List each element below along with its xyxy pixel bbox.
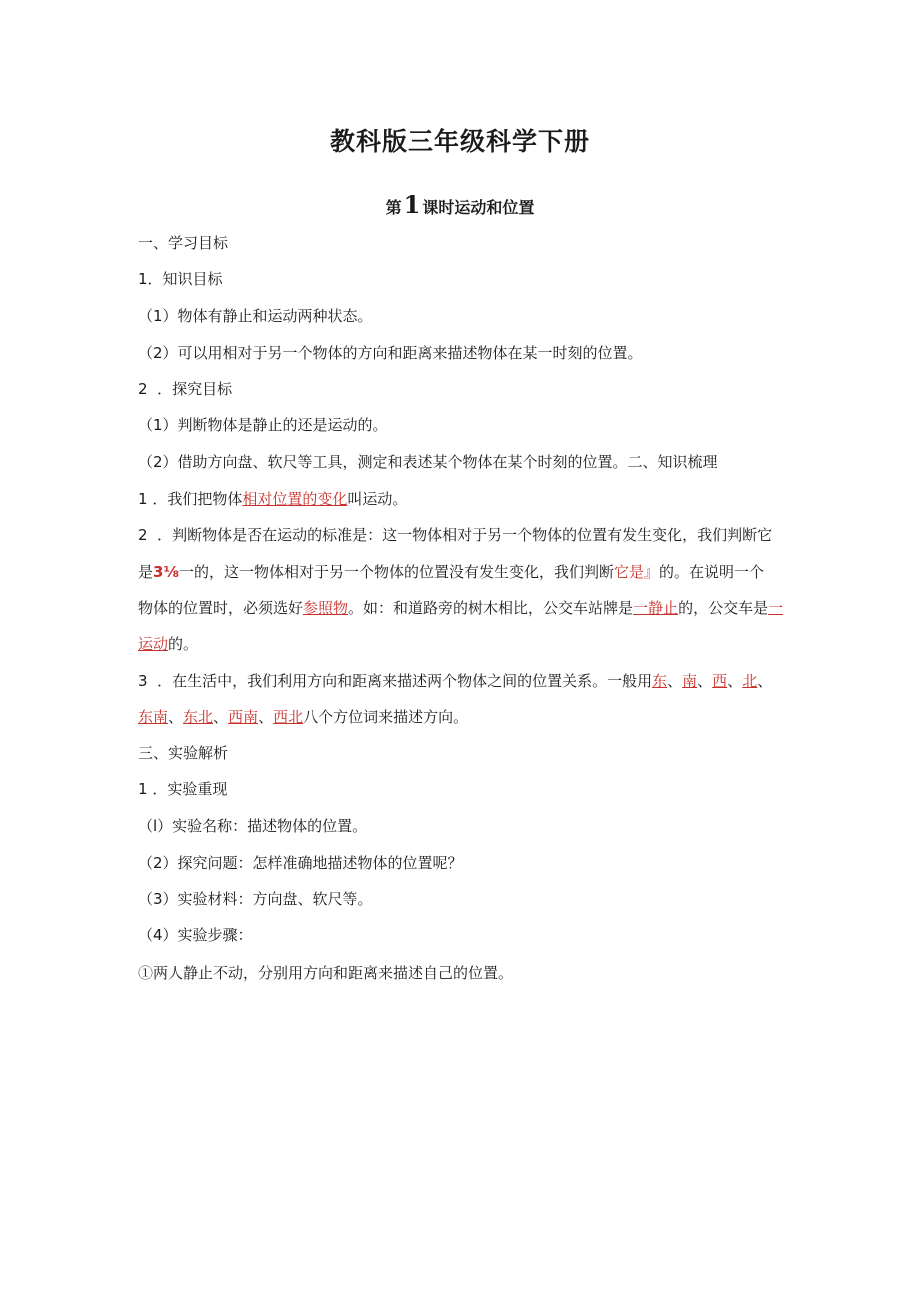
item-text: ．探究目标 — [157, 380, 233, 398]
direction-northwest: 西北 — [273, 708, 304, 726]
knowledge-point-1 — [138, 487, 798, 511]
doc-title: 教科版三年级科学下册 — [329, 127, 590, 156]
experiment-item-question — [138, 851, 798, 875]
answer-fill: 它是』 — [614, 563, 660, 581]
separator: 、 — [667, 672, 683, 690]
item-number: （3） — [138, 890, 178, 908]
separator: 、 — [727, 672, 743, 690]
item-number: 1 — [138, 780, 148, 798]
goal-knowledge-item-1 — [138, 304, 798, 328]
item-number: （2） — [138, 344, 178, 362]
answer-fill: 一 — [768, 599, 784, 617]
item-text: 物体有静止和运动两种状态。 — [177, 307, 373, 325]
knowledge-point-2-line-4 — [138, 632, 798, 656]
direction-northeast: 东北 — [183, 708, 214, 726]
goal-inquiry-item-1 — [138, 413, 798, 437]
item-number: （2） — [138, 453, 178, 471]
text: 一的，这一物体相对于另一个物体的位置没有发生变化，我们判断 — [178, 563, 614, 581]
experiment-heading — [138, 777, 798, 801]
item-number: 2 — [138, 526, 148, 544]
separator: 、 — [757, 672, 773, 690]
section-heading-goals: 一、学习目标 — [138, 234, 229, 252]
text: ．在生活中，我们利用方向和距离来描述两个物体之间的位置关系。一般用 — [157, 672, 653, 690]
goal-knowledge-heading — [138, 267, 798, 291]
section-heading-experiment: 三、实验解析 — [138, 744, 229, 762]
item-text: ．知识目标 — [147, 270, 223, 288]
lesson-title — [0, 190, 920, 219]
item-text: 借助方向盘、软尺等工具，测定和表述某个物体在某个时刻的位置。二、知识梳理 — [177, 453, 718, 471]
item-number: （2） — [138, 854, 178, 872]
item-number: （1） — [138, 307, 178, 325]
goal-inquiry-heading — [138, 377, 798, 401]
direction-southwest: 西南 — [228, 708, 259, 726]
item-number: （l） — [138, 817, 173, 835]
item-number: 1 — [138, 490, 148, 508]
text: ．判断物体是否在运动的标准是：这一物体相对于另一个物体的位置有发生变化，我们判断它 — [157, 526, 773, 544]
separator: 、 — [213, 708, 229, 726]
item-number: 3 — [138, 672, 148, 690]
text: 的。 — [168, 635, 199, 653]
experiment-item-name — [138, 814, 798, 838]
lesson-name: 课时运动和位置 — [422, 198, 535, 217]
item-number: 1 — [138, 270, 148, 288]
item-number: 2 — [138, 380, 148, 398]
direction-north: 北 — [742, 672, 758, 690]
direction-south: 南 — [682, 672, 698, 690]
text: 。如：和道路旁的树木相比，公交车站牌是 — [348, 599, 634, 617]
item-text: 实验名称：描述物体的位置。 — [172, 817, 368, 835]
item-number: （1） — [138, 416, 178, 434]
answer-fill: 相对位置的变化 — [242, 490, 348, 508]
item-text: 实验步骤： — [177, 926, 253, 944]
item-number: （4） — [138, 926, 178, 944]
text: 叫运动。 — [347, 490, 408, 508]
separator: 、 — [697, 672, 713, 690]
experiment-item-materials — [138, 887, 798, 911]
text: 的。在说明一个 — [659, 563, 765, 581]
goal-knowledge-item-2 — [138, 341, 798, 365]
item-text: 判断物体是静止的还是运动的。 — [177, 416, 388, 434]
knowledge-point-3-line-1 — [138, 669, 798, 693]
experiment-item-steps — [138, 923, 798, 947]
direction-west: 西 — [712, 672, 728, 690]
text: 八个方位词来描述方向。 — [303, 708, 469, 726]
answer-fill: 参照物 — [303, 599, 349, 617]
text: ．我们把物体 — [152, 490, 243, 508]
item-text: 探究问题：怎样准确地描述物体的位置呢？ — [177, 854, 463, 872]
item-text: 实验材料：方向盘、软尺等。 — [177, 890, 373, 908]
answer-fill: 3⅛ — [153, 563, 179, 581]
item-text: 可以用相对于另一个物体的方向和距离来描述物体在某一时刻的位置。 — [177, 344, 643, 362]
answer-fill: 一静止 — [633, 599, 679, 617]
knowledge-point-3-line-2 — [138, 705, 798, 729]
direction-southeast: 东南 — [138, 708, 169, 726]
answer-fill: 运动 — [138, 635, 169, 653]
lesson-prefix: 第 — [385, 198, 402, 217]
separator: 、 — [168, 708, 184, 726]
goal-inquiry-item-2 — [138, 450, 798, 474]
separator: 、 — [258, 708, 274, 726]
knowledge-point-2-line-2 — [138, 560, 798, 584]
text: 的，公交车是 — [678, 599, 769, 617]
text: 物体的位置时，必须选好 — [138, 599, 304, 617]
knowledge-point-2-line-1 — [138, 523, 798, 547]
item-text: ．实验重现 — [152, 780, 228, 798]
knowledge-point-2-line-3 — [138, 596, 798, 620]
direction-east: 东 — [652, 672, 668, 690]
experiment-step-1: ①两人静止不动，分别用方向和距离来描述自己的位置。 — [138, 964, 514, 982]
lesson-number: 1 — [403, 190, 421, 219]
text: 是 — [138, 563, 154, 581]
